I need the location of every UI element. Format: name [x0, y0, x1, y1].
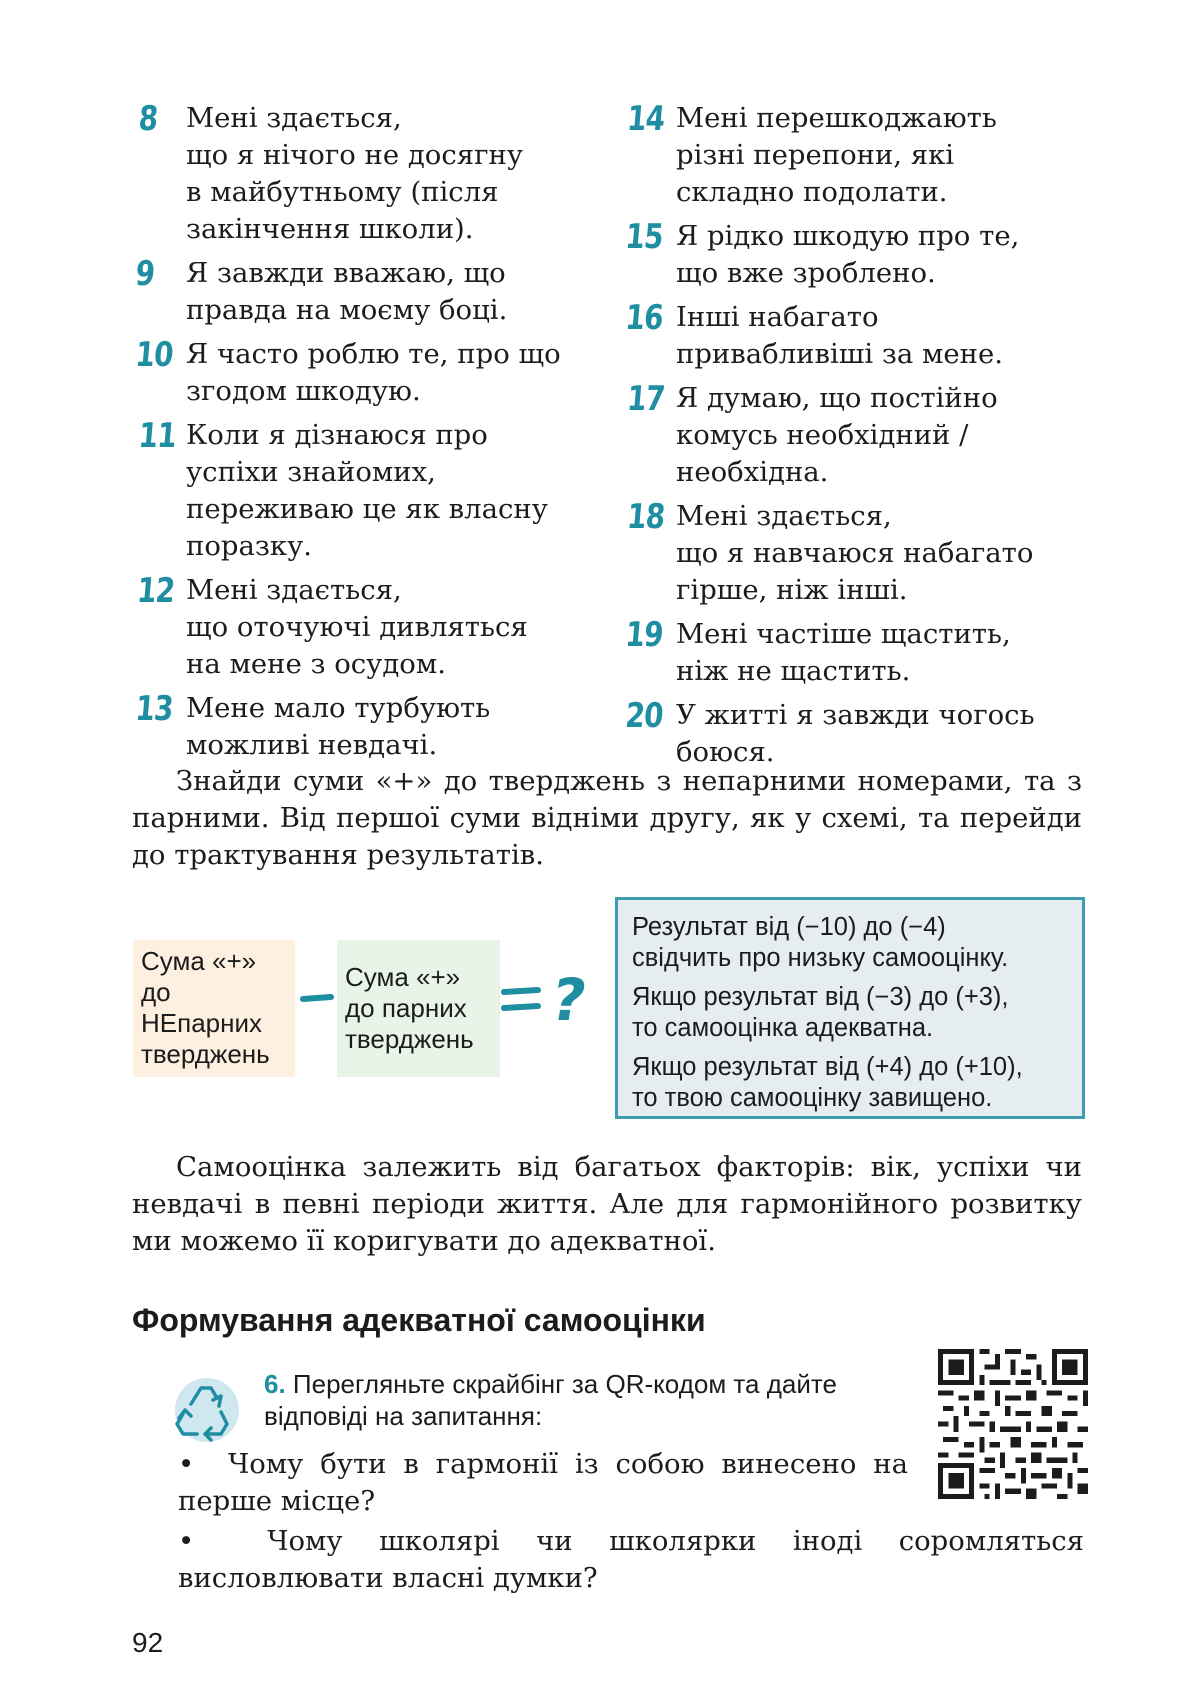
result-low: Результат від (−10) до (−4) свідчить про низьку самооцінку.: [632, 913, 1009, 972]
statement-number: 14: [625, 99, 667, 139]
recycle-arrows-icon: [163, 1368, 245, 1450]
statement-number: 20: [623, 696, 665, 736]
statement-text: Я завжди вважаю, що правда на моєму боці.: [186, 257, 508, 326]
statement-item: [626, 498, 1106, 609]
statements-right-column: [623, 99, 1106, 778]
result-high: Якщо результат від (+4) до (+10), то твою самооцінку завищено.: [632, 1053, 1023, 1112]
task-block: [264, 1368, 924, 1432]
statements-left-column: [133, 99, 606, 771]
question-mark: ?: [546, 966, 592, 1034]
section-title: Формування адекватної самооцінки: [132, 1302, 706, 1338]
statement-number: 16: [623, 298, 665, 338]
even-sum-box: Сума «+» до парних тверджень: [337, 940, 500, 1077]
statement-text: Я часто роблю те, про що згодом шкодую.: [186, 338, 561, 407]
statement-number: 19: [623, 615, 665, 655]
statement-item: [133, 335, 606, 410]
statement-item: [136, 100, 606, 248]
statement-item: [136, 572, 606, 683]
statement-text: Інші набагато привабливіші за мене.: [676, 301, 1004, 370]
statement-text: Мені перешкоджають різні перепони, які складно подолати.: [676, 102, 997, 208]
list-item: [178, 1523, 1084, 1597]
question-list: [178, 1446, 1084, 1597]
minus-sign-icon: [300, 984, 334, 1012]
result-adequate: Якщо результат від (−3) до (+3), то самооцінка адекватна.: [632, 983, 1009, 1042]
statement-number: 15: [623, 217, 665, 257]
statement-number: 13: [133, 689, 175, 729]
bullet-marker: •: [178, 1448, 228, 1480]
bullet-marker: •: [178, 1525, 268, 1557]
equals-sign-icon: [500, 980, 542, 1020]
statement-text: Мені частіше щастить, ніж не щастить.: [676, 618, 1011, 687]
question-text: Чому бути в гармонії із собою винесено на перше місце?: [178, 1448, 908, 1517]
statement-text: Я думаю, що постійно комусь необхідний / необхідна.: [676, 382, 998, 488]
statement-item: [626, 380, 1106, 491]
statement-number: 18: [625, 497, 667, 537]
statement-item: [133, 254, 606, 329]
statement-number: 9: [133, 254, 156, 294]
results-box: [615, 897, 1085, 1119]
statement-text: Коли я дізнаюся про успіхи знайомих, переживаю це як власну поразку.: [186, 419, 548, 562]
statement-number: 8: [137, 99, 160, 139]
statement-item: [623, 615, 1106, 690]
page-number: 92: [132, 1627, 164, 1658]
statement-item: [623, 298, 1106, 373]
statement-text: Мене мало турбують можливі невдачі.: [186, 692, 491, 761]
statement-item: [623, 696, 1106, 771]
statement-text: Мені здається, що оточуючі дивляться на мене з осудом.: [186, 574, 528, 680]
odd-sum-box: Сума «+» до НЕпарних тверджень: [133, 940, 295, 1077]
instruction-paragraph: Знайди суми «+» до тверджень з непарними номерами, та з парними. Від першої суми відніми другу, як у схемі, та перейди до трактування результатів.: [132, 765, 1082, 871]
statement-text: У житті я завжди чогось боюся.: [676, 699, 1035, 768]
statement-number: 11: [137, 416, 178, 456]
task-number: 6.: [264, 1369, 286, 1399]
statement-text: Я рідко шкодую про те, що вже зроблено.: [676, 220, 1020, 289]
statement-text: Мені здається, що я навчаюся набагато гірше, ніж інші.: [676, 500, 1034, 606]
task-text: Перегляньте скрайбінг за QR-кодом та дайте відповіді на запитання:: [264, 1369, 837, 1431]
self-esteem-paragraph: Самооцінка залежить від багатьох факторів: вік, успіхи чи невдачі в певні періоди життя. Але для гармонійного розвитку ми можемо її коригувати до адекватної.: [132, 1151, 1082, 1257]
statement-number: 12: [135, 571, 177, 611]
statement-item: [626, 100, 1106, 211]
statement-item: [133, 689, 606, 764]
statement-text: Мені здається, що я нічого не досягну в майбутньому (після закінчення школи).: [186, 102, 524, 245]
statement-item: [136, 417, 606, 565]
statement-number: 10: [133, 335, 175, 375]
question-text: Чому школярі чи школярки іноді соромляться висловлювати власні думки?: [178, 1525, 1084, 1594]
list-item: [178, 1446, 908, 1520]
statement-item: [623, 217, 1106, 292]
statement-number: 17: [625, 379, 667, 419]
